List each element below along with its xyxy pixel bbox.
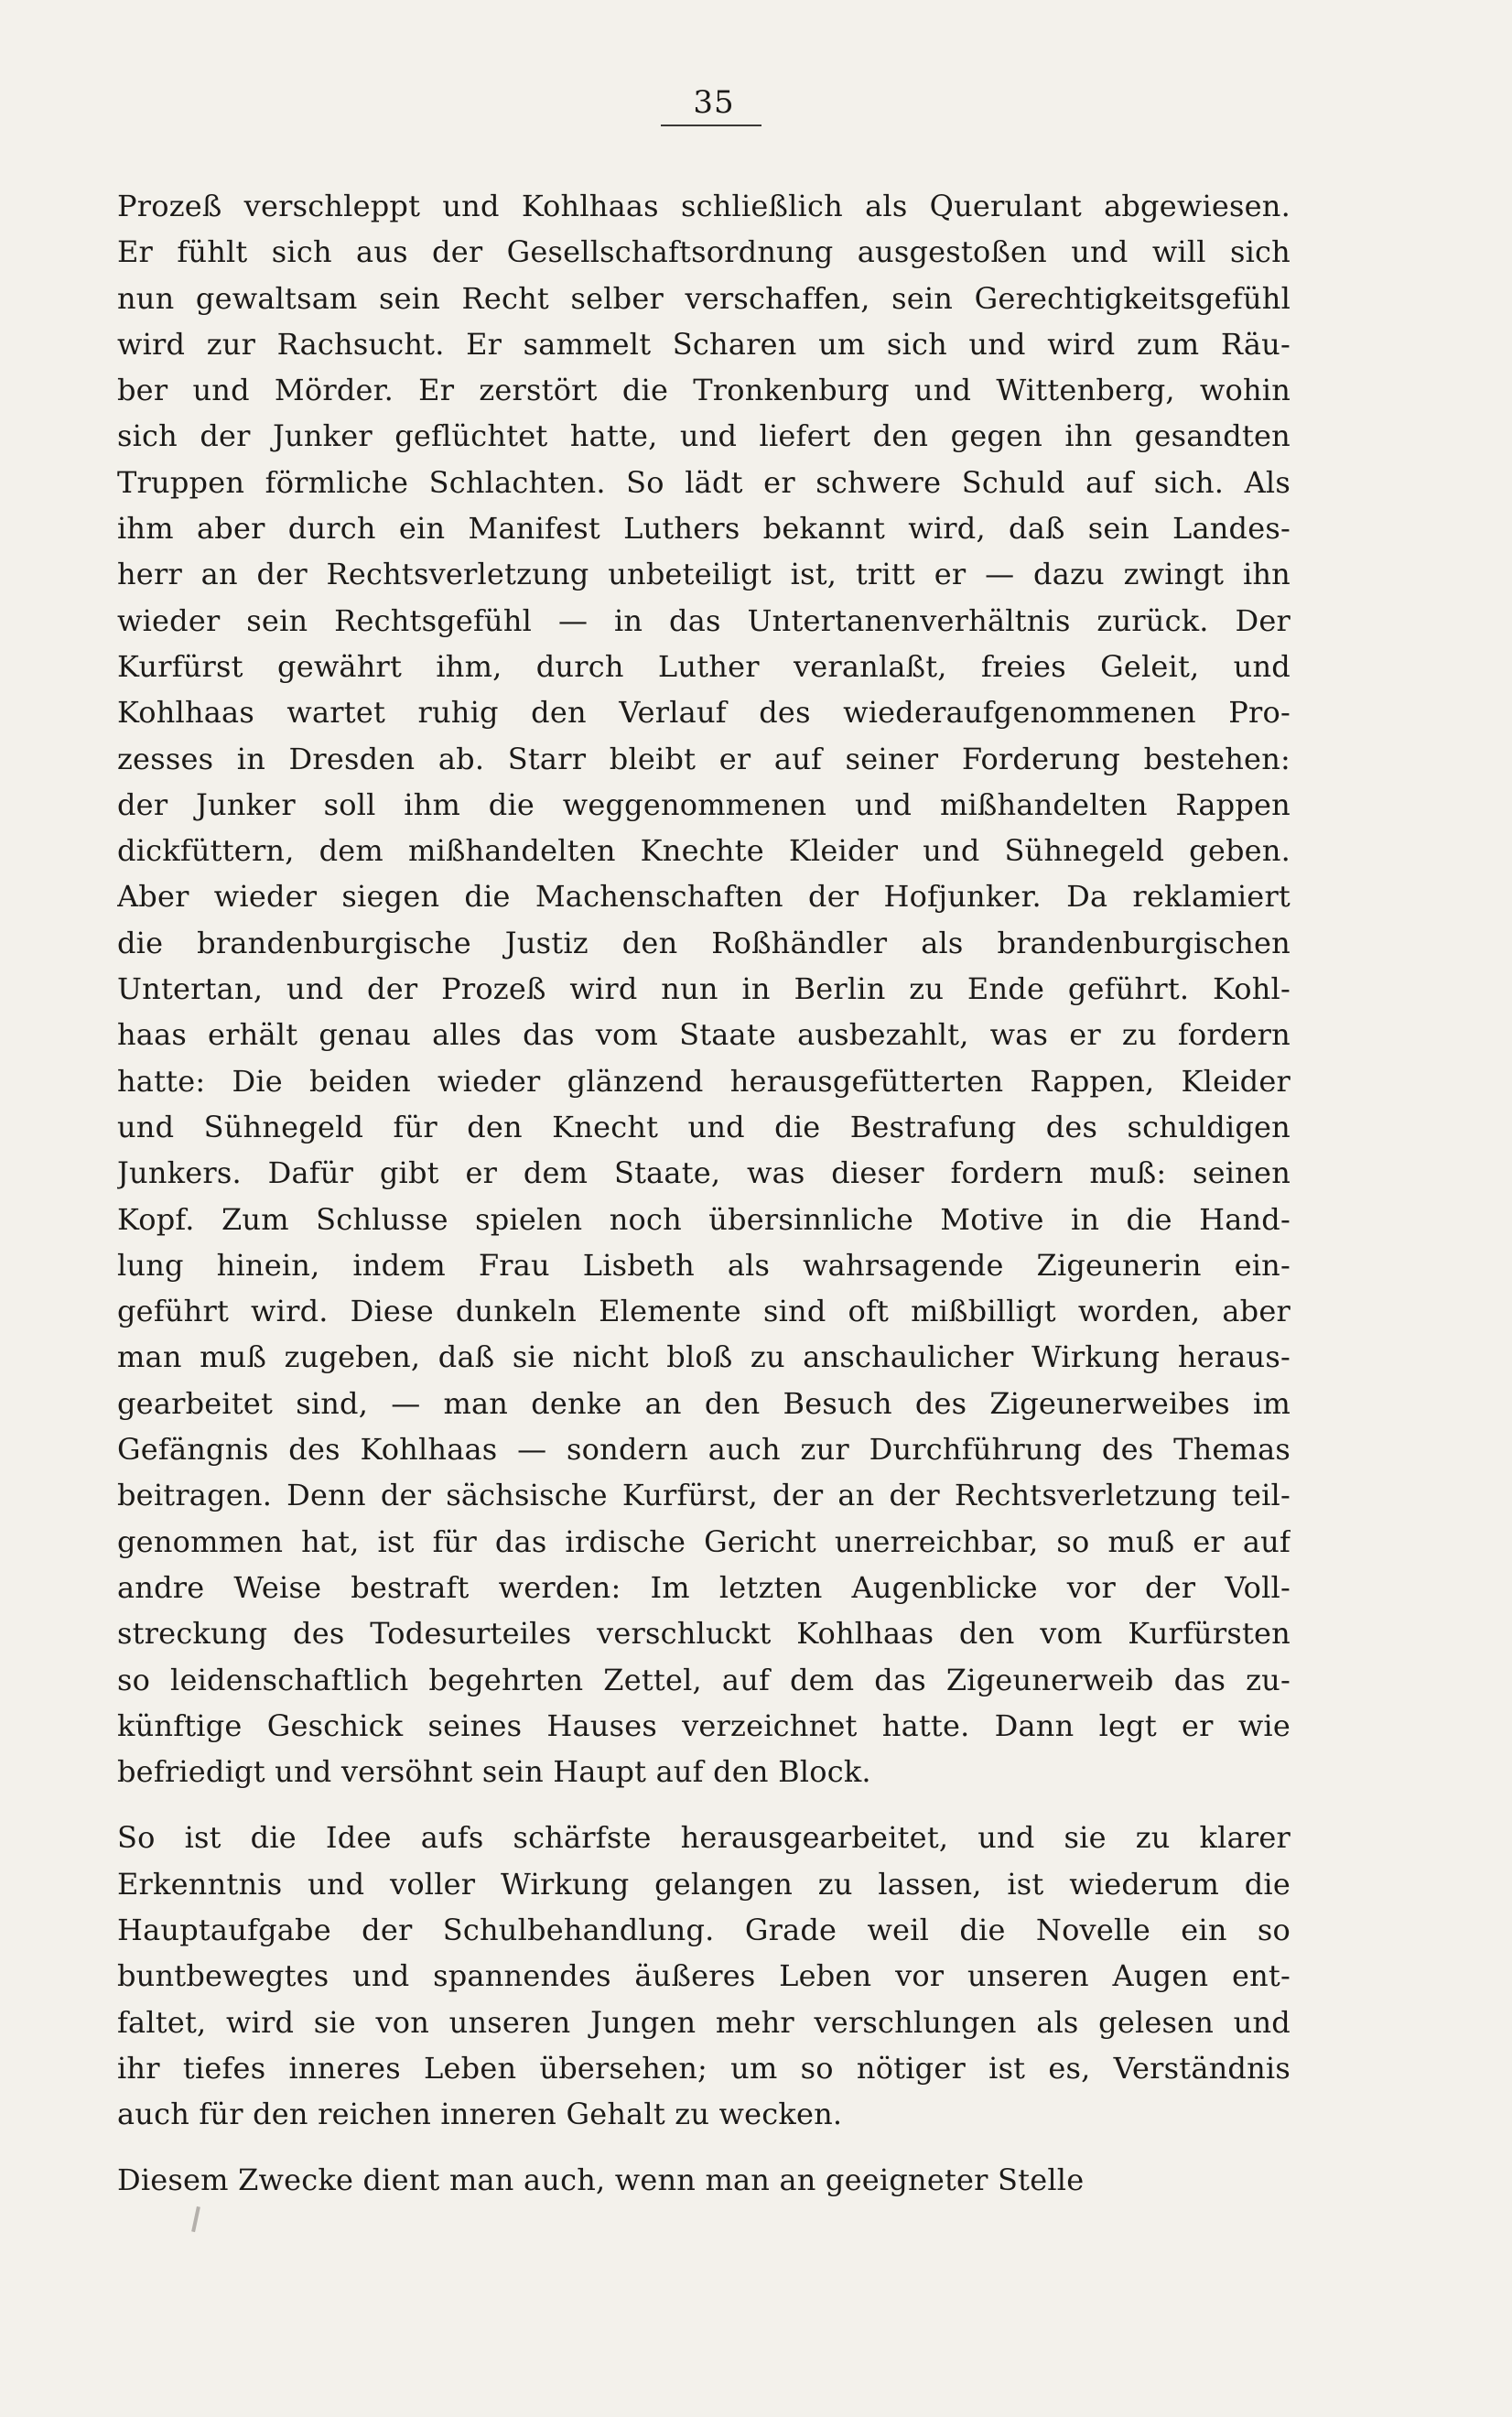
text-line: streckung des Todesurteiles verschluckt Kohlhaas den vom Kurfürsten xyxy=(117,1616,1291,1652)
text-line: ber und Mörder. Er zerstört die Tronkenburg und Wittenberg, wohin xyxy=(117,373,1291,408)
text-line: Untertan, und der Prozeß wird nun in Berlin zu Ende geführt. Kohl- xyxy=(117,971,1291,1007)
text-line: befriedigt und versöhnt sein Haupt auf den Block. xyxy=(117,1754,871,1790)
paragraph xyxy=(117,183,1291,1794)
text-line: Kurfürst gewährt ihm, durch Luther veranlaßt, freies Geleit, und xyxy=(117,648,1291,684)
text-line: andre Weise bestraft werden: Im letzten Augenblicke vor der Voll- xyxy=(117,1569,1291,1605)
text-line: der Junker soll ihm die weggenommenen und mißhandelten Rappen xyxy=(117,786,1291,822)
text-line: auch für den reichen inneren Gehalt zu wecken. xyxy=(117,2097,843,2132)
text-line: buntbewegtes und spannendes äußeres Leben vor unseren Augen ent- xyxy=(117,1958,1291,1994)
text-line: künftige Geschick seines Hauses verzeichnet hatte. Dann legt er wie xyxy=(117,1707,1291,1743)
paragraph-gap xyxy=(117,2137,1291,2157)
text-line: dickfüttern, dem mißhandelten Knechte Kleider und Sühnegeld geben. xyxy=(117,833,1291,869)
text-line: so leidenschaftlich begehrten Zettel, auf dem das Zigeunerweib das zu- xyxy=(117,1662,1291,1697)
text-line: beitragen. Denn der sächsische Kurfürst, der an der Rechtsverletzung teil- xyxy=(117,1478,1291,1513)
text-line: gearbeitet sind, — man denke an den Besuch des Zigeunerweibes im xyxy=(117,1385,1291,1421)
text-line: So ist die Idee aufs schärfste herausgearbeitet, und sie zu klarer xyxy=(117,1820,1291,1856)
text-line: und Sühnegeld für den Knecht und die Bestrafung des schuldigen xyxy=(117,1109,1291,1144)
text-line: man muß zugeben, daß sie nicht bloß zu anschaulicher Wirkung heraus- xyxy=(117,1339,1291,1375)
text-line: ihm aber durch ein Manifest Luthers bekannt wird, daß sein Landes- xyxy=(117,511,1291,547)
page-number: 35 xyxy=(693,84,735,121)
page-number-rule xyxy=(661,125,761,126)
text-line: Erkenntnis und voller Wirkung gelangen zu lassen, ist wiederum die xyxy=(117,1866,1291,1902)
text-line: zesses in Dresden ab. Starr bleibt er auf seiner Forderung bestehen: xyxy=(117,741,1291,776)
text-line: genommen hat, ist für das irdische Gericht unerreichbar, so muß er auf xyxy=(117,1523,1291,1559)
text-line: geführt wird. Diese dunkeln Elemente sind oft mißbilligt worden, aber xyxy=(117,1294,1291,1329)
paragraph-gap xyxy=(117,1794,1291,1815)
text-line: Truppen förmliche Schlachten. So lädt er schwere Schuld auf sich. Als xyxy=(117,464,1291,500)
text-line: nun gewaltsam sein Recht selber verschaffen, sein Gerechtigkeitsgefühl xyxy=(117,280,1291,316)
text-line: herr an der Rechtsverletzung unbeteiligt ist, tritt er — dazu zwingt ihn xyxy=(117,557,1291,592)
text-line: hatte: Die beiden wieder glänzend herausgefütterten Rappen, Kleider xyxy=(117,1063,1291,1099)
text-line: Er fühlt sich aus der Gesellschaftsordnung ausgestoßen und will sich xyxy=(117,234,1291,270)
text-line: wieder sein Rechtsgefühl — in das Untertanenverhältnis zurück. Der xyxy=(117,602,1291,638)
text-line: faltet, wird sie von unseren Jungen mehr verschlungen als gelesen und xyxy=(117,2004,1291,2040)
body-text xyxy=(117,183,1291,2204)
paragraph xyxy=(117,1815,1291,2137)
text-line: wird zur Rachsucht. Er sammelt Scharen um sich und wird zum Räu- xyxy=(117,326,1291,362)
paragraph xyxy=(117,2157,1291,2203)
text-line: ihr tiefes inneres Leben übersehen; um so nötiger ist es, Verständnis xyxy=(117,2050,1291,2086)
text-line: sich der Junker geflüchtet hatte, und liefert den gegen ihn gesandten xyxy=(117,418,1291,454)
text-line: Aber wieder siegen die Machenschaften der Hofjunker. Da reklamiert xyxy=(117,879,1291,915)
text-line: Junkers. Dafür gibt er dem Staate, was dieser fordern muß: seinen xyxy=(117,1155,1291,1191)
text-line: Hauptaufgabe der Schulbehandlung. Grade weil die Novelle ein so xyxy=(117,1912,1291,1947)
text-line: Gefängnis des Kohlhaas — sondern auch zur Durchführung des Themas xyxy=(117,1432,1291,1468)
text-line: haas erhält genau alles das vom Staate ausbezahlt, was er zu fordern xyxy=(117,1017,1291,1053)
text-line: lung hinein, indem Frau Lisbeth als wahrsagende Zigeunerin ein- xyxy=(117,1247,1291,1283)
paper-mark xyxy=(191,2206,200,2232)
text-line: Diesem Zwecke dient man auch, wenn man an geeigneter Stelle xyxy=(117,2162,1085,2198)
text-line: Prozeß verschleppt und Kohlhaas schließlich als Querulant abgewiesen. xyxy=(117,189,1291,223)
text-line: die brandenburgische Justiz den Roßhändler als brandenburgischen xyxy=(117,925,1291,960)
text-line: Kopf. Zum Schlusse spielen noch übersinnliche Motive in die Hand- xyxy=(117,1201,1291,1237)
text-line: Kohlhaas wartet ruhig den Verlauf des wiederaufgenommenen Pro- xyxy=(117,695,1291,731)
